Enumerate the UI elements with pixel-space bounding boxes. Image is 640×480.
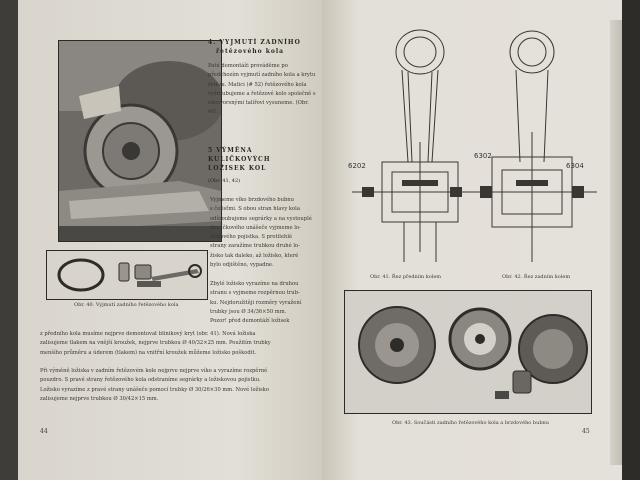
caption-fig42: Obr. 42. Řez zadním kolem <box>502 274 571 280</box>
photo-rear-wheel-parts <box>344 290 592 414</box>
photo-chain-wheel <box>58 40 222 242</box>
body-line: Ložisko vyrazíme z pravé strany unášeče pomocí trubky Ø 30/26×30 mm. Nové ložisko <box>40 386 269 393</box>
caption-fig41: Obr. 41. Řez předním kolem <box>370 274 442 280</box>
section4-paragraph <box>208 62 318 118</box>
section5-line: odšroubujeme segrárky a na vystouplé <box>210 215 312 222</box>
body-line: pouzdro. S pravé strany řetězového kola odstraníme segrárky a ložiskovou pojistku. <box>40 377 261 384</box>
section4-heading: 4. VYJMUTÍ ZADNÍHO řetězového kola <box>208 39 301 55</box>
diagram-front-wheel <box>342 22 482 272</box>
section5-line: strany zaražíme trubkou druhé lo- <box>210 243 300 250</box>
body-line: Pozor! před demontáží ložisek <box>210 318 290 325</box>
bearing-label-6304: 6304 <box>566 162 584 170</box>
body-line: Zbylé ložisko vyrazíme na druhou <box>210 281 299 287</box>
section4-number: 4 <box>208 39 214 46</box>
body-line: trubky jsou Ø 34/36×50 mm. <box>210 308 287 315</box>
body-line <box>40 358 324 367</box>
section4-text: Patú demontáži prováděme po předchozím vyjmutí zadního kola a krytu řetězu. Matici (# 52) řetězového kola vyšroubujeme a řetězové kolo společně s ekosvorsnými talířovi vysuneme. (Obr. 40). <box>208 63 316 116</box>
section5-title-line2: KULIČKOVÝCH <box>208 156 271 163</box>
left-page <box>18 0 330 480</box>
caption-fig43: Obr. 43. Součásti zadního řetězového kola a brzdového bubnu <box>392 420 549 426</box>
bearing-label-6302: 6302 <box>474 152 492 160</box>
right-page <box>322 0 622 480</box>
body-line: stranu s vyjmeme rozpěrnou trub- <box>210 290 300 297</box>
section5-paragraph <box>210 196 322 270</box>
section5-heading <box>208 146 271 173</box>
page-number-right: 45 <box>582 428 590 435</box>
body-line: menšího průměru a úderem (tlakem) na vnitřní kroužek můžeme ložisko poškodit. <box>40 349 257 356</box>
section5-line: dvoučkového unášeče vyjmeme lo- <box>210 224 301 231</box>
body-line: ku. Nejdoružitěji rozměry vyražení <box>210 299 302 306</box>
diagram-rear-wheel <box>472 22 602 272</box>
background-edge <box>622 0 640 480</box>
section5-title-line1: VÝMĚNA <box>216 147 253 154</box>
section5-line: s čelisťmi. S obou stran hlavy kola <box>210 206 300 213</box>
body-line: z předního kola musíme nejprve demontovat blinikový kryt (obr. 41). Nová ložiska <box>40 331 256 337</box>
photo-tools <box>46 250 208 300</box>
section4-title-line1: VYJMUTÍ ZADNÍHO <box>219 39 301 46</box>
bearing-label-6202: 6202 <box>348 162 366 170</box>
body-line: zalisujeme tlakem na vnější kroužek, nejprve trubkou Ø 40/32×25 mm. Použitím trubky <box>40 340 271 347</box>
section5-line: žiskového pojistka. S protilehlé <box>210 234 293 241</box>
body-full-width <box>40 330 324 404</box>
body-line: Při výměně ložiska v zadním řetězovém kole nejprve nejprve víko a vyrazíme rozpěrné <box>40 368 268 375</box>
body-right-column <box>210 280 328 326</box>
page-number-left: 44 <box>40 428 48 435</box>
section5-line: žisko tak daleko, až ložisko, které <box>210 252 299 259</box>
section5-title-line3: LOŽISEK KOL <box>208 165 267 172</box>
section5-line: Vyjmeme víko brzdového bubnu <box>210 197 294 203</box>
caption-fig40: Obr. 40. Vyjmutí zadního řetězového kola <box>74 302 179 308</box>
body-line: zalisujeme nejprve trubkou Ø 30/42×15 mm. <box>40 396 159 403</box>
section4-title-line2: řetězového kola <box>216 48 285 55</box>
section5-line: bylo odjištěno, vypadne. <box>210 262 274 269</box>
section5-ref: (Obr. 41, 42) <box>208 178 241 184</box>
section5-number: 5 <box>208 147 214 154</box>
